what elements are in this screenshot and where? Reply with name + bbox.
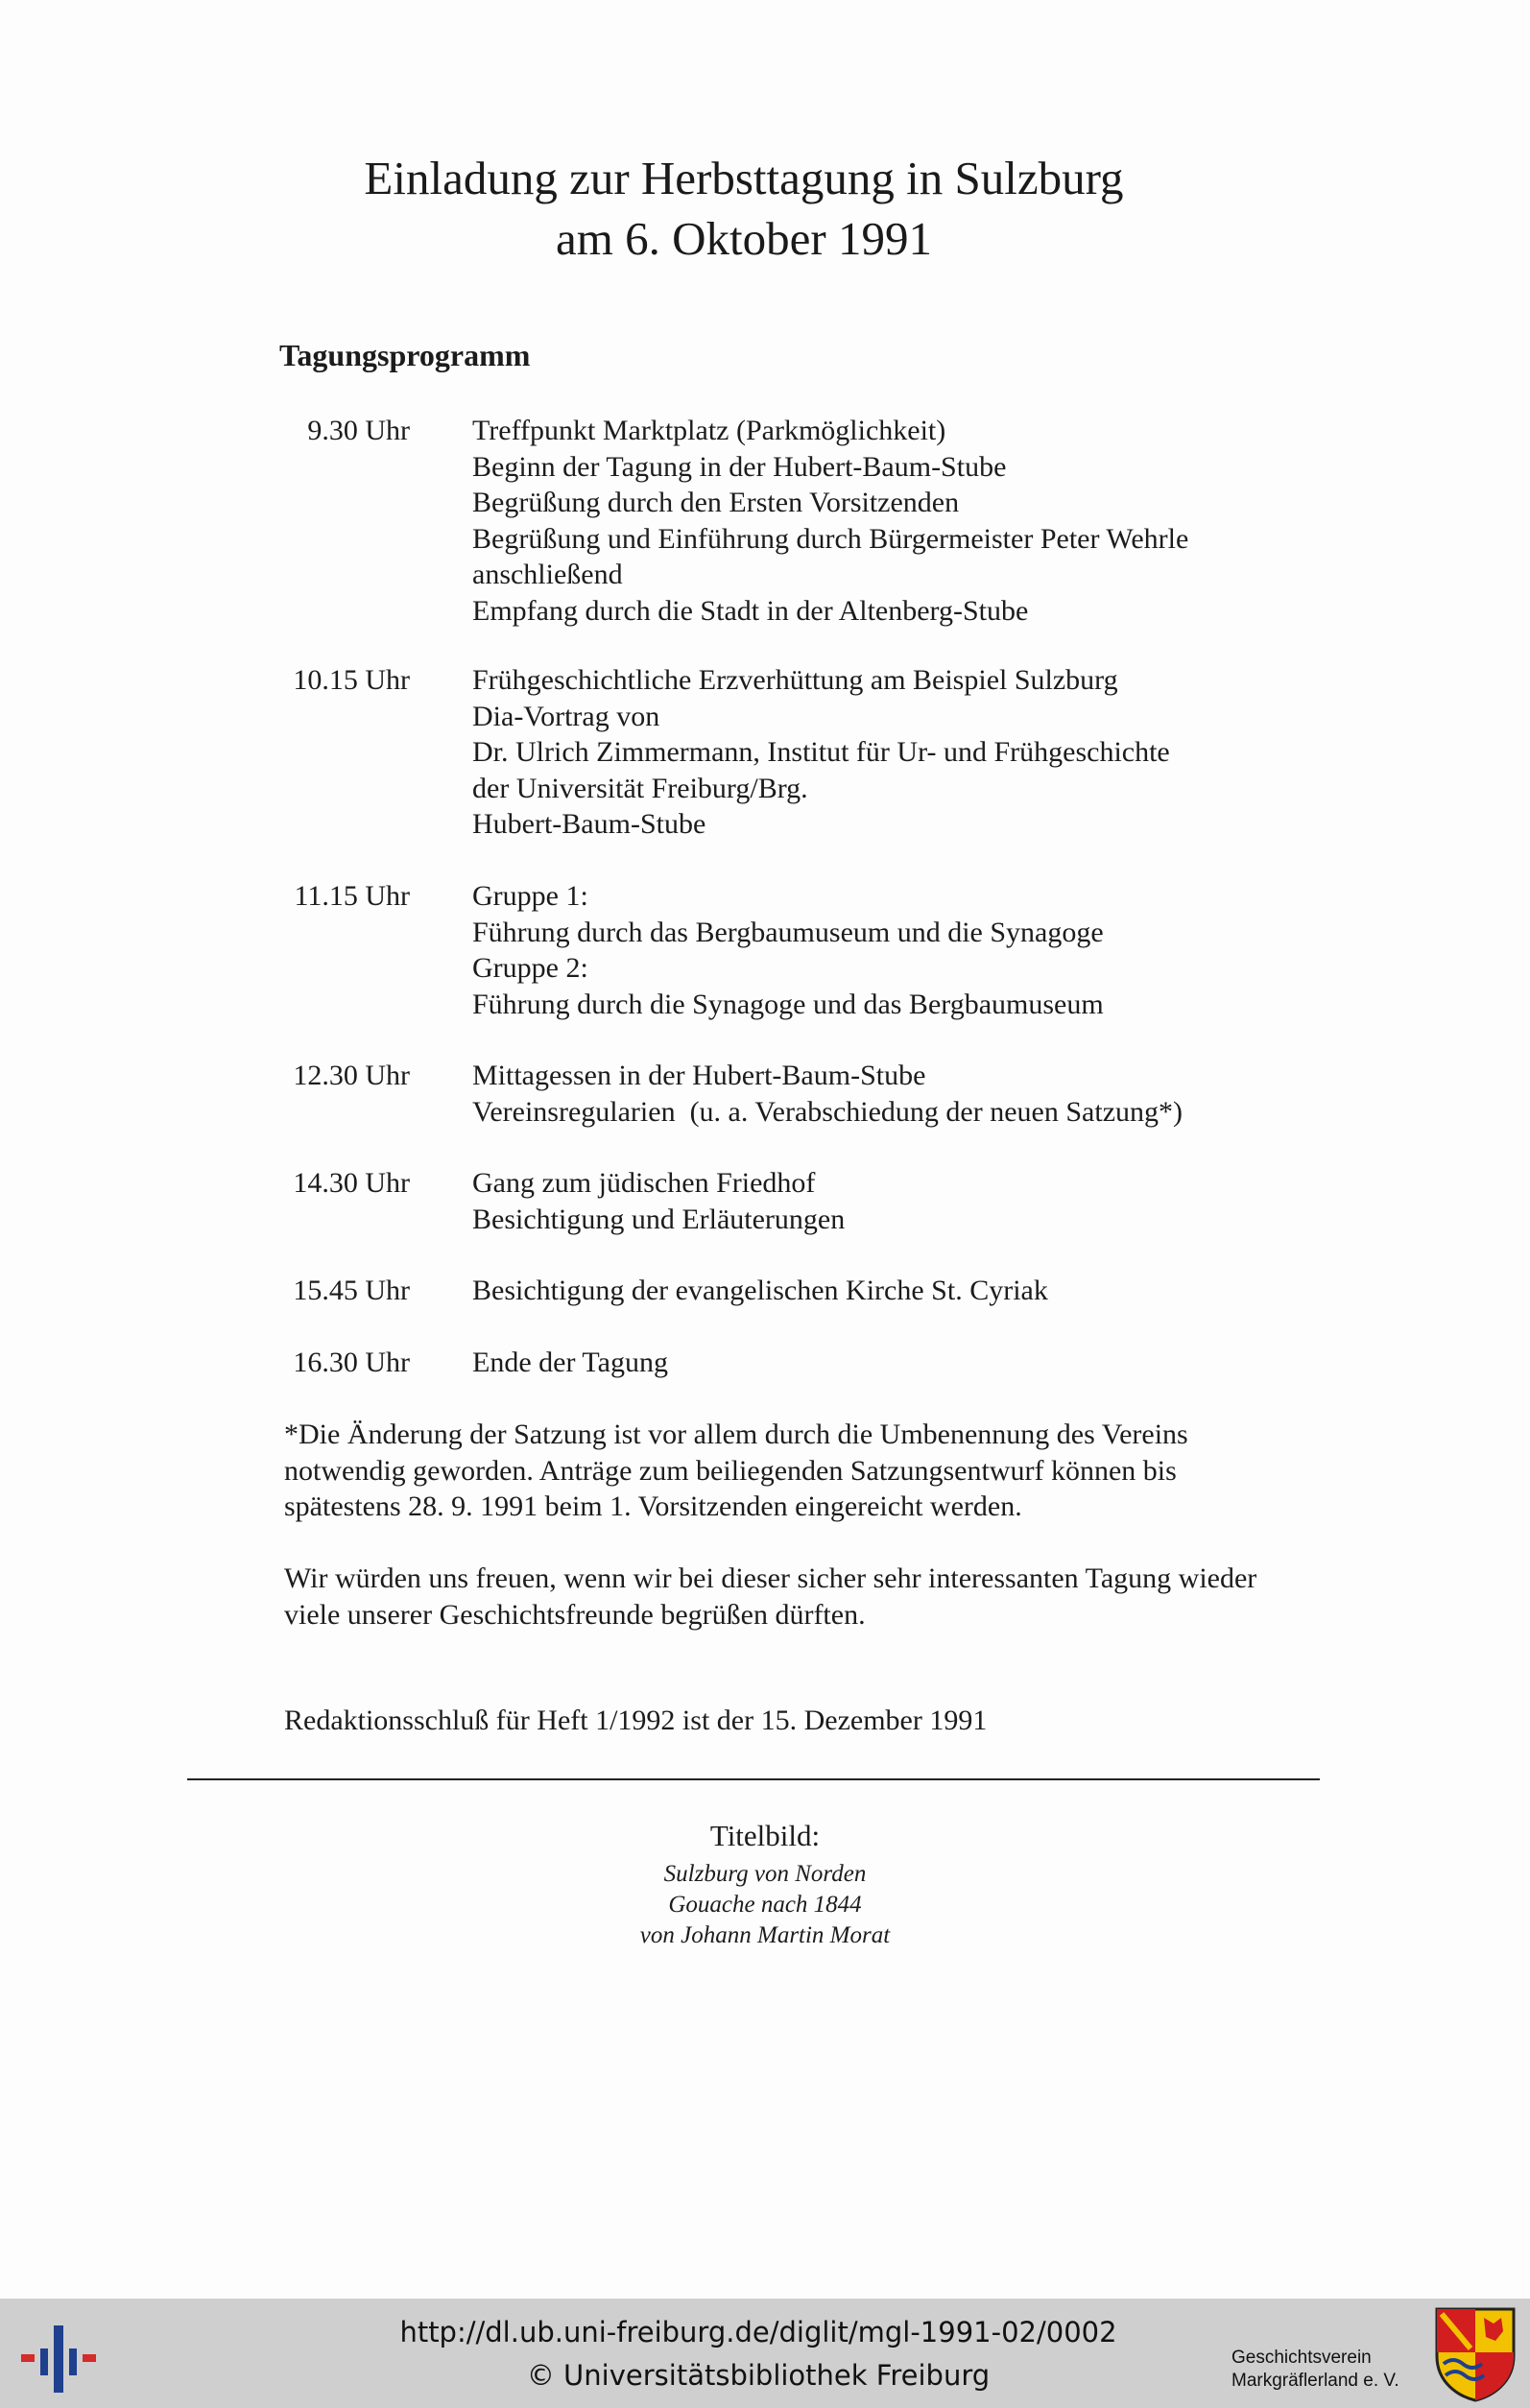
footer-bar xyxy=(0,2299,1530,2408)
program-time: 16.30 Uhr xyxy=(293,1347,410,1378)
caption-line: Sulzburg von Norden xyxy=(663,1861,867,1887)
footnote-paragraph: *Die Änderung der Satzung ist vor allem durch die Umbenennung des Vereins notwendig geworden. Anträge zum beiliegenden Satzungsentwurf können bis spätestens 28. 9. 1991 beim 1. Vorsitzenden eingereicht werden. xyxy=(284,1419,1188,1522)
publisher-name-line1: Geschichtsverein xyxy=(1231,2348,1372,2368)
caption-line: Gouache nach 1844 xyxy=(668,1892,862,1918)
deadline-note: Redaktionsschluß für Heft 1/1992 ist der 15. Dezember 1991 xyxy=(284,1705,988,1736)
caption-line: von Johann Martin Morat xyxy=(639,1922,891,1948)
program-details: Gruppe 1: Führung durch das Bergbaumuseum und die Synagoge Gruppe 2: Führung durch die Synagoge und das Bergbaumuseum xyxy=(472,880,1104,1020)
page-title-line1: Einladung zur Herbsttagung in Sulzburg xyxy=(364,152,1124,204)
program-time: 11.15 Uhr xyxy=(294,880,410,912)
program-time: 15.45 Uhr xyxy=(293,1275,410,1306)
program-details: Treffpunkt Marktplatz (Parkmöglichkeit) Beginn der Tagung in der Hubert-Baum-Stube Begrüßung durch den Ersten Vorsitzenden Begrüßung und Einführung durch Bürgermeister Peter Wehrle anschließend Empfang durch die Stadt in der Altenberg-Stube xyxy=(472,415,1189,627)
program-time: 10.15 Uhr xyxy=(293,664,410,696)
program-time: 12.30 Uhr xyxy=(293,1060,410,1091)
copyright-text: © Universitätsbibliothek Freiburg xyxy=(526,2359,991,2392)
program-details: Frühgeschichtliche Erzverhüttung am Beispiel Sulzburg Dia-Vortrag von Dr. Ulrich Zimmermann, Institut für Ur- und Frühgeschichte der Universität Freiburg/Brg. Hubert-Baum-Stube xyxy=(472,664,1170,840)
closing-paragraph: Wir würden uns freuen, wenn wir bei dieser sicher sehr interessanten Tagung wieder viele unserer Geschichtsfreunde begrüßen dürften. xyxy=(284,1562,1257,1631)
caption-heading: Titelbild: xyxy=(709,1819,821,1852)
publisher-name-line2: Markgräflerland e. V. xyxy=(1231,2371,1399,2391)
program-time: 9.30 Uhr xyxy=(307,415,410,446)
coat-of-arms-icon xyxy=(1434,2306,1517,2402)
program-details: Gang zum jüdischen Friedhof Besichtigung und Erläuterungen xyxy=(472,1167,846,1235)
program-time: 14.30 Uhr xyxy=(293,1167,410,1199)
document-url-link[interactable]: http://dl.ub.uni-freiburg.de/diglit/mgl-1991-02/0002 xyxy=(399,2316,1117,2348)
program-heading: Tagungsprogramm xyxy=(279,338,531,372)
program-details: Ende der Tagung xyxy=(472,1347,668,1378)
program-details: Mittagessen in der Hubert-Baum-Stube Vereinsregularien (u. a. Verabschiedung der neuen Satzung*) xyxy=(472,1060,1183,1128)
program-details: Besichtigung der evangelischen Kirche St. Cyriak xyxy=(472,1275,1048,1306)
divider-line xyxy=(187,1778,1320,1780)
page-title-line2: am 6. Oktober 1991 xyxy=(556,212,932,265)
publisher-name xyxy=(1231,2347,1399,2393)
